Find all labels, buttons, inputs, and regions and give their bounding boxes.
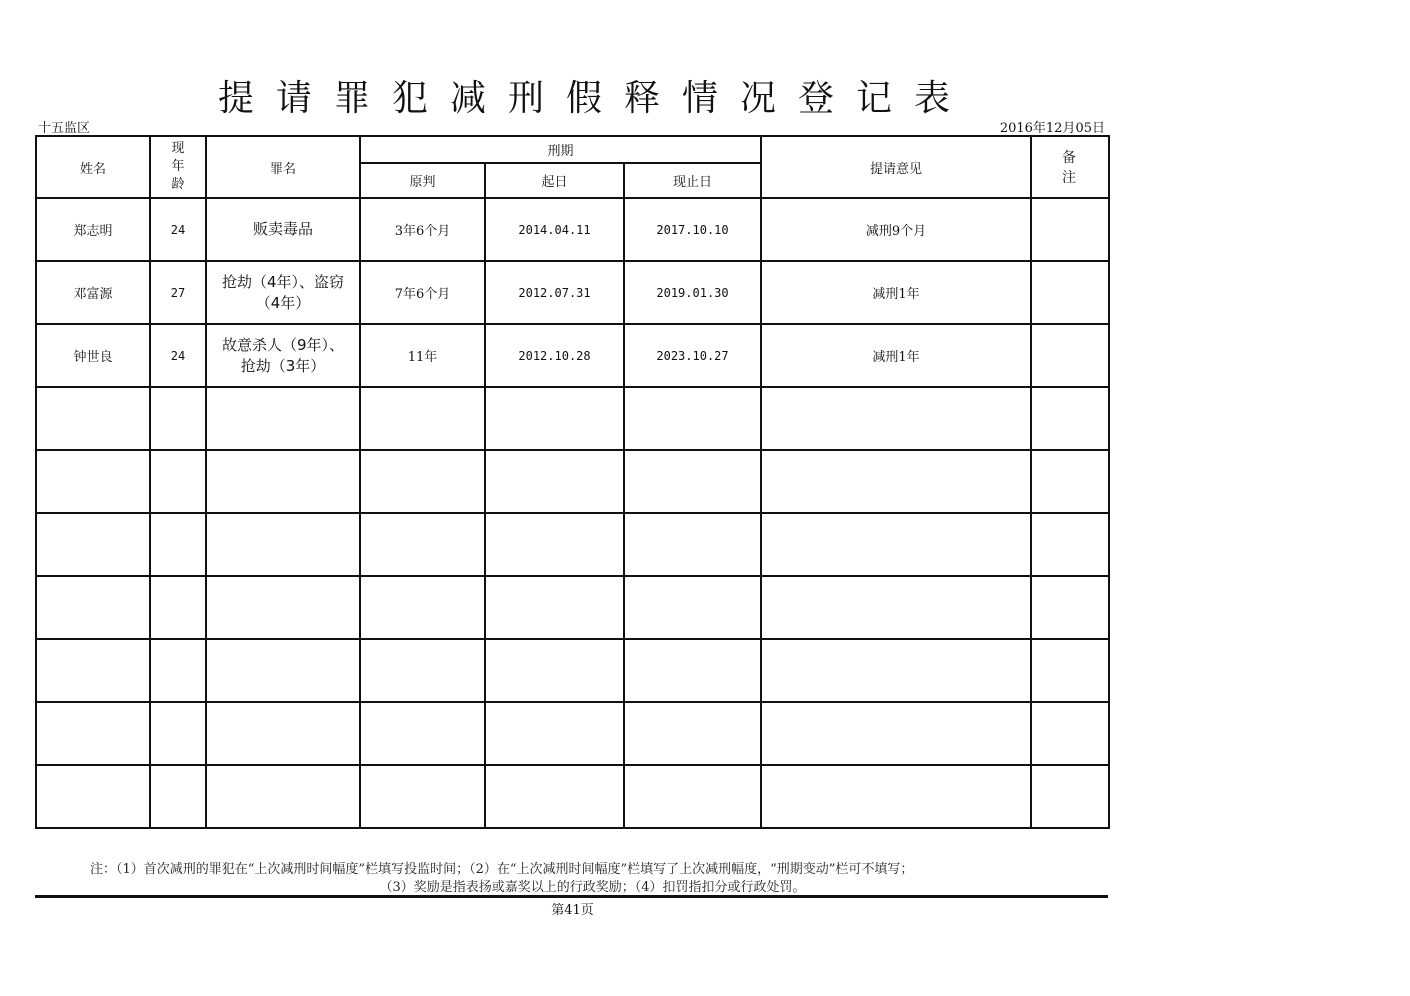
empty-cell	[1031, 702, 1109, 765]
empty-cell	[150, 450, 206, 513]
table-row	[36, 198, 1109, 261]
footnote-line1: 注：（1）首次减刑的罪犯在“上次减刑时间幅度”栏填写投监时间；（2）在“上次减刑时间幅度”栏填写了上次减刑幅度，“刑期变动”栏可不填写；	[90, 862, 914, 877]
empty-cell	[360, 765, 485, 828]
empty-row	[36, 387, 1109, 450]
empty-cell	[485, 450, 624, 513]
cell-remark	[1031, 324, 1109, 387]
cell-end: 2023.10.27	[624, 324, 761, 387]
form-title: 提请罪犯减刑假释情况登记表	[218, 78, 973, 119]
empty-cell	[1031, 576, 1109, 639]
empty-cell	[360, 639, 485, 702]
empty-cell	[360, 387, 485, 450]
empty-cell	[360, 576, 485, 639]
empty-cell	[206, 576, 360, 639]
empty-cell	[1031, 513, 1109, 576]
empty-cell	[761, 387, 1031, 450]
cell-end: 2017.10.10	[624, 198, 761, 261]
empty-cell	[624, 387, 761, 450]
header-remark: 备注	[1031, 136, 1109, 198]
empty-cell	[150, 702, 206, 765]
page-number: 第41页	[551, 903, 594, 918]
cell-start: 2014.04.11	[485, 198, 624, 261]
empty-cell	[485, 702, 624, 765]
cell-crime	[206, 261, 360, 324]
cell-original: 7年6个月	[360, 261, 485, 324]
empty-cell	[624, 450, 761, 513]
header-name: 姓名	[36, 136, 150, 198]
cell-crime	[206, 198, 360, 261]
cell-age: 24	[150, 324, 206, 387]
empty-cell	[761, 702, 1031, 765]
header-opinion: 提请意见	[761, 136, 1031, 198]
empty-cell	[206, 702, 360, 765]
header-original: 原判	[360, 163, 485, 198]
empty-row	[36, 765, 1109, 828]
empty-cell	[624, 639, 761, 702]
cell-crime-line1: 抢劫（4年）、盗窃	[221, 272, 345, 291]
cell-age: 27	[150, 261, 206, 324]
header-age-line3: 龄	[171, 177, 185, 192]
table-row	[36, 324, 1109, 387]
header-start: 起日	[485, 163, 624, 198]
registration-table	[35, 135, 1110, 829]
cell-end: 2019.01.30	[624, 261, 761, 324]
empty-cell	[36, 387, 150, 450]
empty-cell	[206, 639, 360, 702]
cell-name: 郑志明	[36, 198, 150, 261]
empty-cell	[624, 702, 761, 765]
empty-cell	[150, 765, 206, 828]
cell-opinion: 减刑1年	[761, 324, 1031, 387]
empty-cell	[206, 513, 360, 576]
cell-start: 2012.10.28	[485, 324, 624, 387]
empty-cell	[761, 639, 1031, 702]
empty-row	[36, 450, 1109, 513]
empty-cell	[624, 513, 761, 576]
empty-cell	[36, 702, 150, 765]
cell-remark	[1031, 198, 1109, 261]
empty-cell	[206, 450, 360, 513]
cell-age: 24	[150, 198, 206, 261]
empty-cell	[36, 639, 150, 702]
cell-original: 11年	[360, 324, 485, 387]
empty-cell	[36, 765, 150, 828]
empty-row	[36, 513, 1109, 576]
empty-cell	[485, 387, 624, 450]
header-age-line1: 现	[171, 141, 185, 156]
header-age-line2: 年	[171, 159, 185, 174]
empty-cell	[1031, 450, 1109, 513]
header-age	[150, 136, 206, 198]
header-term: 刑期	[360, 136, 761, 163]
empty-row	[36, 639, 1109, 702]
empty-cell	[1031, 387, 1109, 450]
cell-start: 2012.07.31	[485, 261, 624, 324]
cell-crime-line1: 贩卖毒品	[252, 220, 313, 238]
empty-row	[36, 576, 1109, 639]
empty-cell	[485, 765, 624, 828]
cell-name: 邓富源	[36, 261, 150, 324]
empty-cell	[761, 450, 1031, 513]
empty-cell	[761, 576, 1031, 639]
empty-cell	[1031, 765, 1109, 828]
cell-name: 钟世良	[36, 324, 150, 387]
empty-cell	[206, 765, 360, 828]
cell-crime-line2: （4年）	[255, 293, 311, 312]
form-date: 2016年12月05日	[999, 121, 1105, 136]
cell-original: 3年6个月	[360, 198, 485, 261]
empty-cell	[1031, 639, 1109, 702]
cell-crime-line1: 故意杀人（9年）、	[221, 335, 345, 354]
table-row	[36, 261, 1109, 324]
empty-cell	[485, 576, 624, 639]
empty-cell	[36, 576, 150, 639]
empty-cell	[761, 513, 1031, 576]
empty-cell	[36, 513, 150, 576]
header-crime: 罪名	[206, 136, 360, 198]
empty-cell	[360, 702, 485, 765]
footnote	[80, 861, 1105, 897]
cell-opinion: 减刑1年	[761, 261, 1031, 324]
empty-cell	[485, 513, 624, 576]
empty-cell	[761, 765, 1031, 828]
empty-cell	[624, 765, 761, 828]
prison-unit: 十五监区	[38, 121, 91, 136]
empty-cell	[360, 450, 485, 513]
footnote-line2: （3）奖励是指表扬或嘉奖以上的行政奖励；（4）扣罚指扣分或行政处罚。	[379, 880, 806, 895]
footer-rule	[35, 895, 1108, 898]
empty-cell	[36, 450, 150, 513]
empty-cell	[485, 639, 624, 702]
empty-cell	[150, 576, 206, 639]
header-end: 现止日	[624, 163, 761, 198]
empty-cell	[206, 387, 360, 450]
empty-cell	[624, 576, 761, 639]
cell-crime	[206, 324, 360, 387]
cell-remark	[1031, 261, 1109, 324]
empty-cell	[360, 513, 485, 576]
cell-opinion: 减刑9个月	[761, 198, 1031, 261]
cell-crime-line2: 抢劫（3年）	[240, 356, 326, 375]
empty-cell	[150, 513, 206, 576]
empty-cell	[150, 387, 206, 450]
empty-row	[36, 702, 1109, 765]
empty-cell	[150, 639, 206, 702]
